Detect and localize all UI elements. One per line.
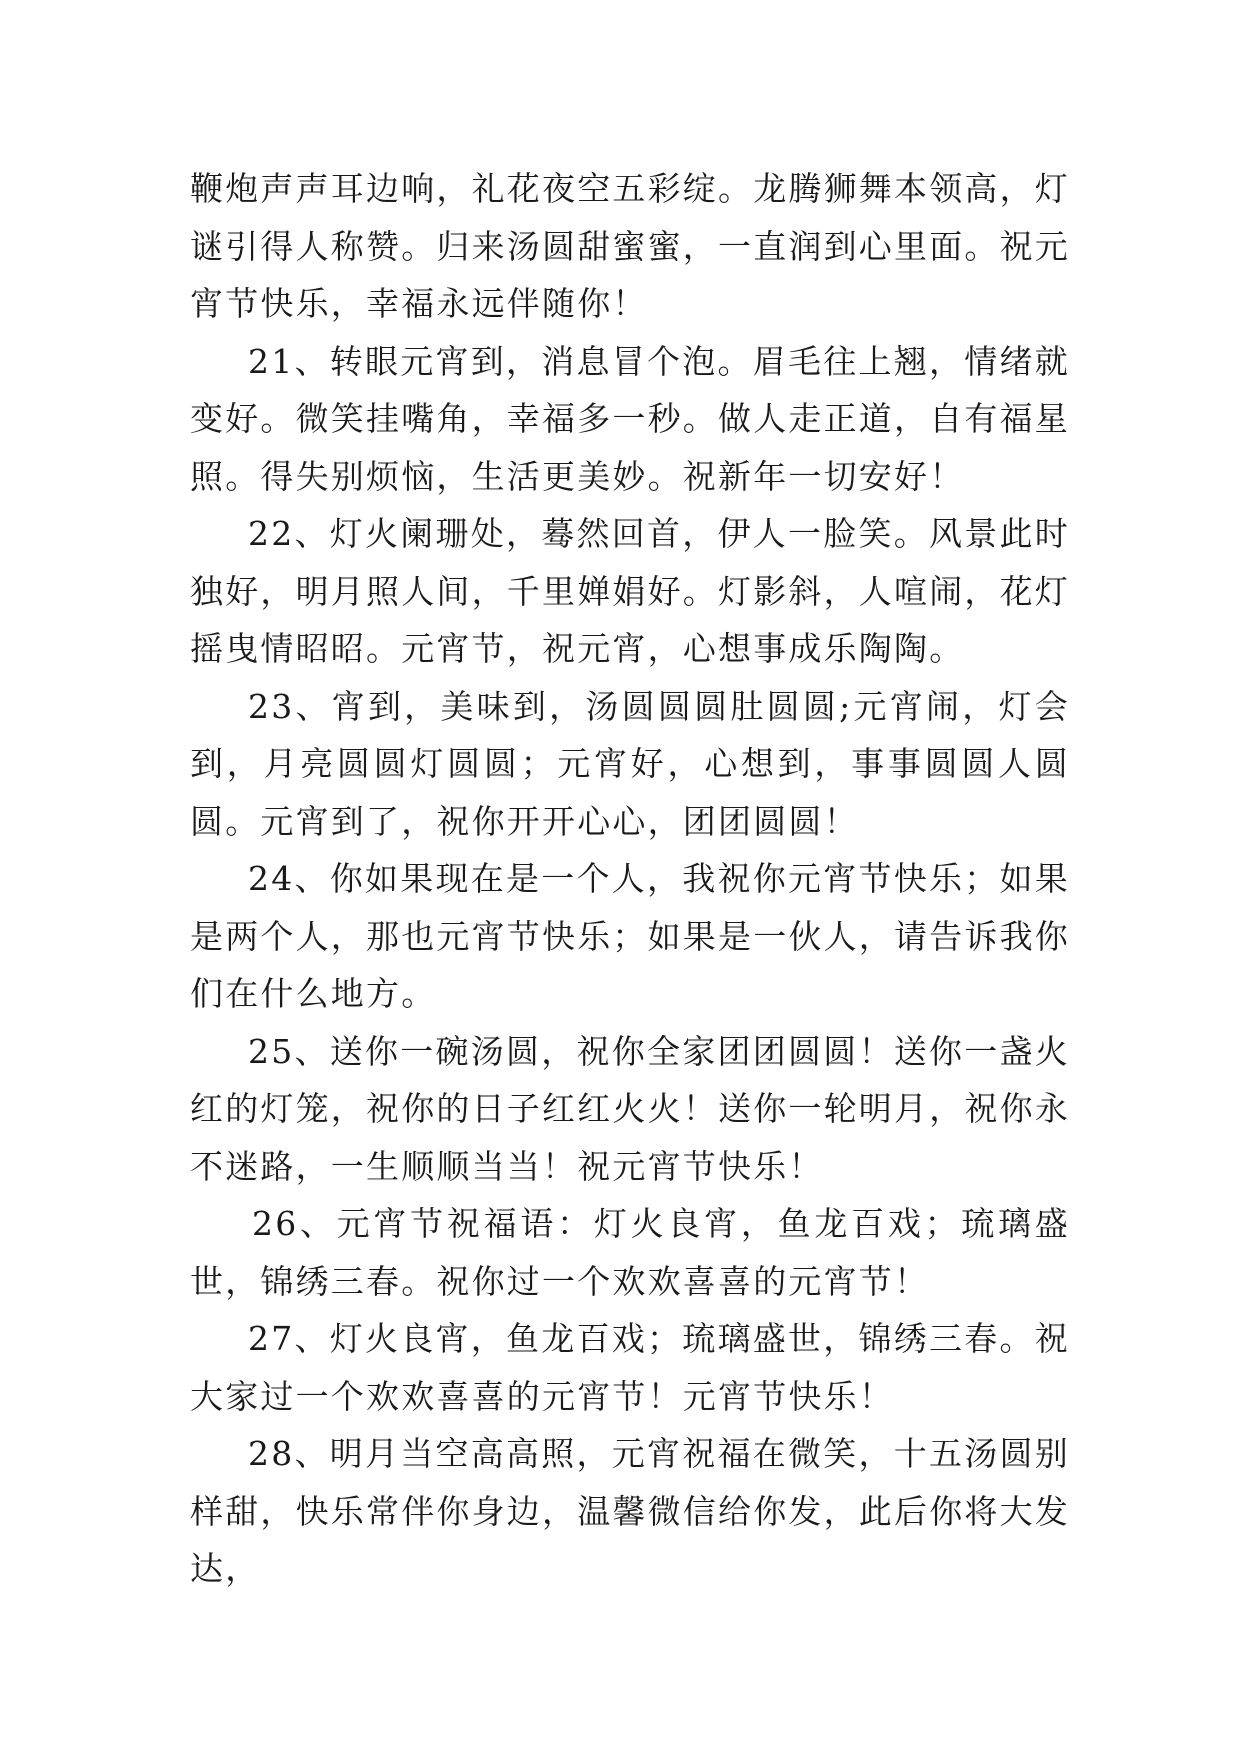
- paragraph-20-continued: 鞭炮声声耳边响，礼花夜空五彩绽。龙腾狮舞本领高，灯谜引得人称赞。归来汤圆甜蜜蜜，一直润到心里面。祝元宵节快乐，幸福永远伴随你！: [190, 169, 1070, 323]
- paragraph-28: 28、明月当空高高照，元宵祝福在微笑，十五汤圆别样甜，快乐常伴你身边，温馨微信给你发，此后你将大发达，: [190, 1434, 1070, 1588]
- paragraph-22: 22、灯火阑珊处，蓦然回首，伊人一脸笑。风景此时独好，明月照人间，千里婵娟好。灯影斜，人喧闹，花灯摇曳情昭昭。元宵节，祝元宵，心想事成乐陶陶。: [190, 514, 1070, 668]
- document-page: [190, 160, 1070, 1598]
- paragraph-21: 21、转眼元宵到，消息冒个泡。眉毛往上翘，情绪就变好。微笑挂嘴角，幸福多一秒。做人走正道，自有福星照。得失别烦恼，生活更美妙。祝新年一切安好！: [190, 341, 1070, 496]
- paragraph-25: 25、送你一碗汤圆，祝你全家团团圆圆！送你一盏火红的灯笼，祝你的日子红红火火！送你一轮明月，祝你永不迷路，一生顺顺当当！祝元宵节快乐！: [190, 1031, 1070, 1186]
- paragraph-23: 23、宵到，美味到，汤圆圆圆肚圆圆;元宵闹，灯会到，月亮圆圆灯圆圆；元宵好，心想到，事事圆圆人圆圆。元宵到了，祝你开开心心，团团圆圆！: [190, 686, 1070, 841]
- paragraph-27: 27、灯火良宵，鱼龙百戏；琉璃盛世，锦绣三春。祝大家过一个欢欢喜喜的元宵节！元宵节快乐！: [190, 1319, 1070, 1416]
- paragraph-26: 26、元宵节祝福语：灯火良宵，鱼龙百戏；琉璃盛世，锦绣三春。祝你过一个欢欢喜喜的元宵节！: [190, 1204, 1070, 1301]
- paragraph-24: 24、你如果现在是一个人，我祝你元宵节快乐；如果是两个人，那也元宵节快乐；如果是一伙人，请告诉我你们在什么地方。: [190, 859, 1070, 1013]
